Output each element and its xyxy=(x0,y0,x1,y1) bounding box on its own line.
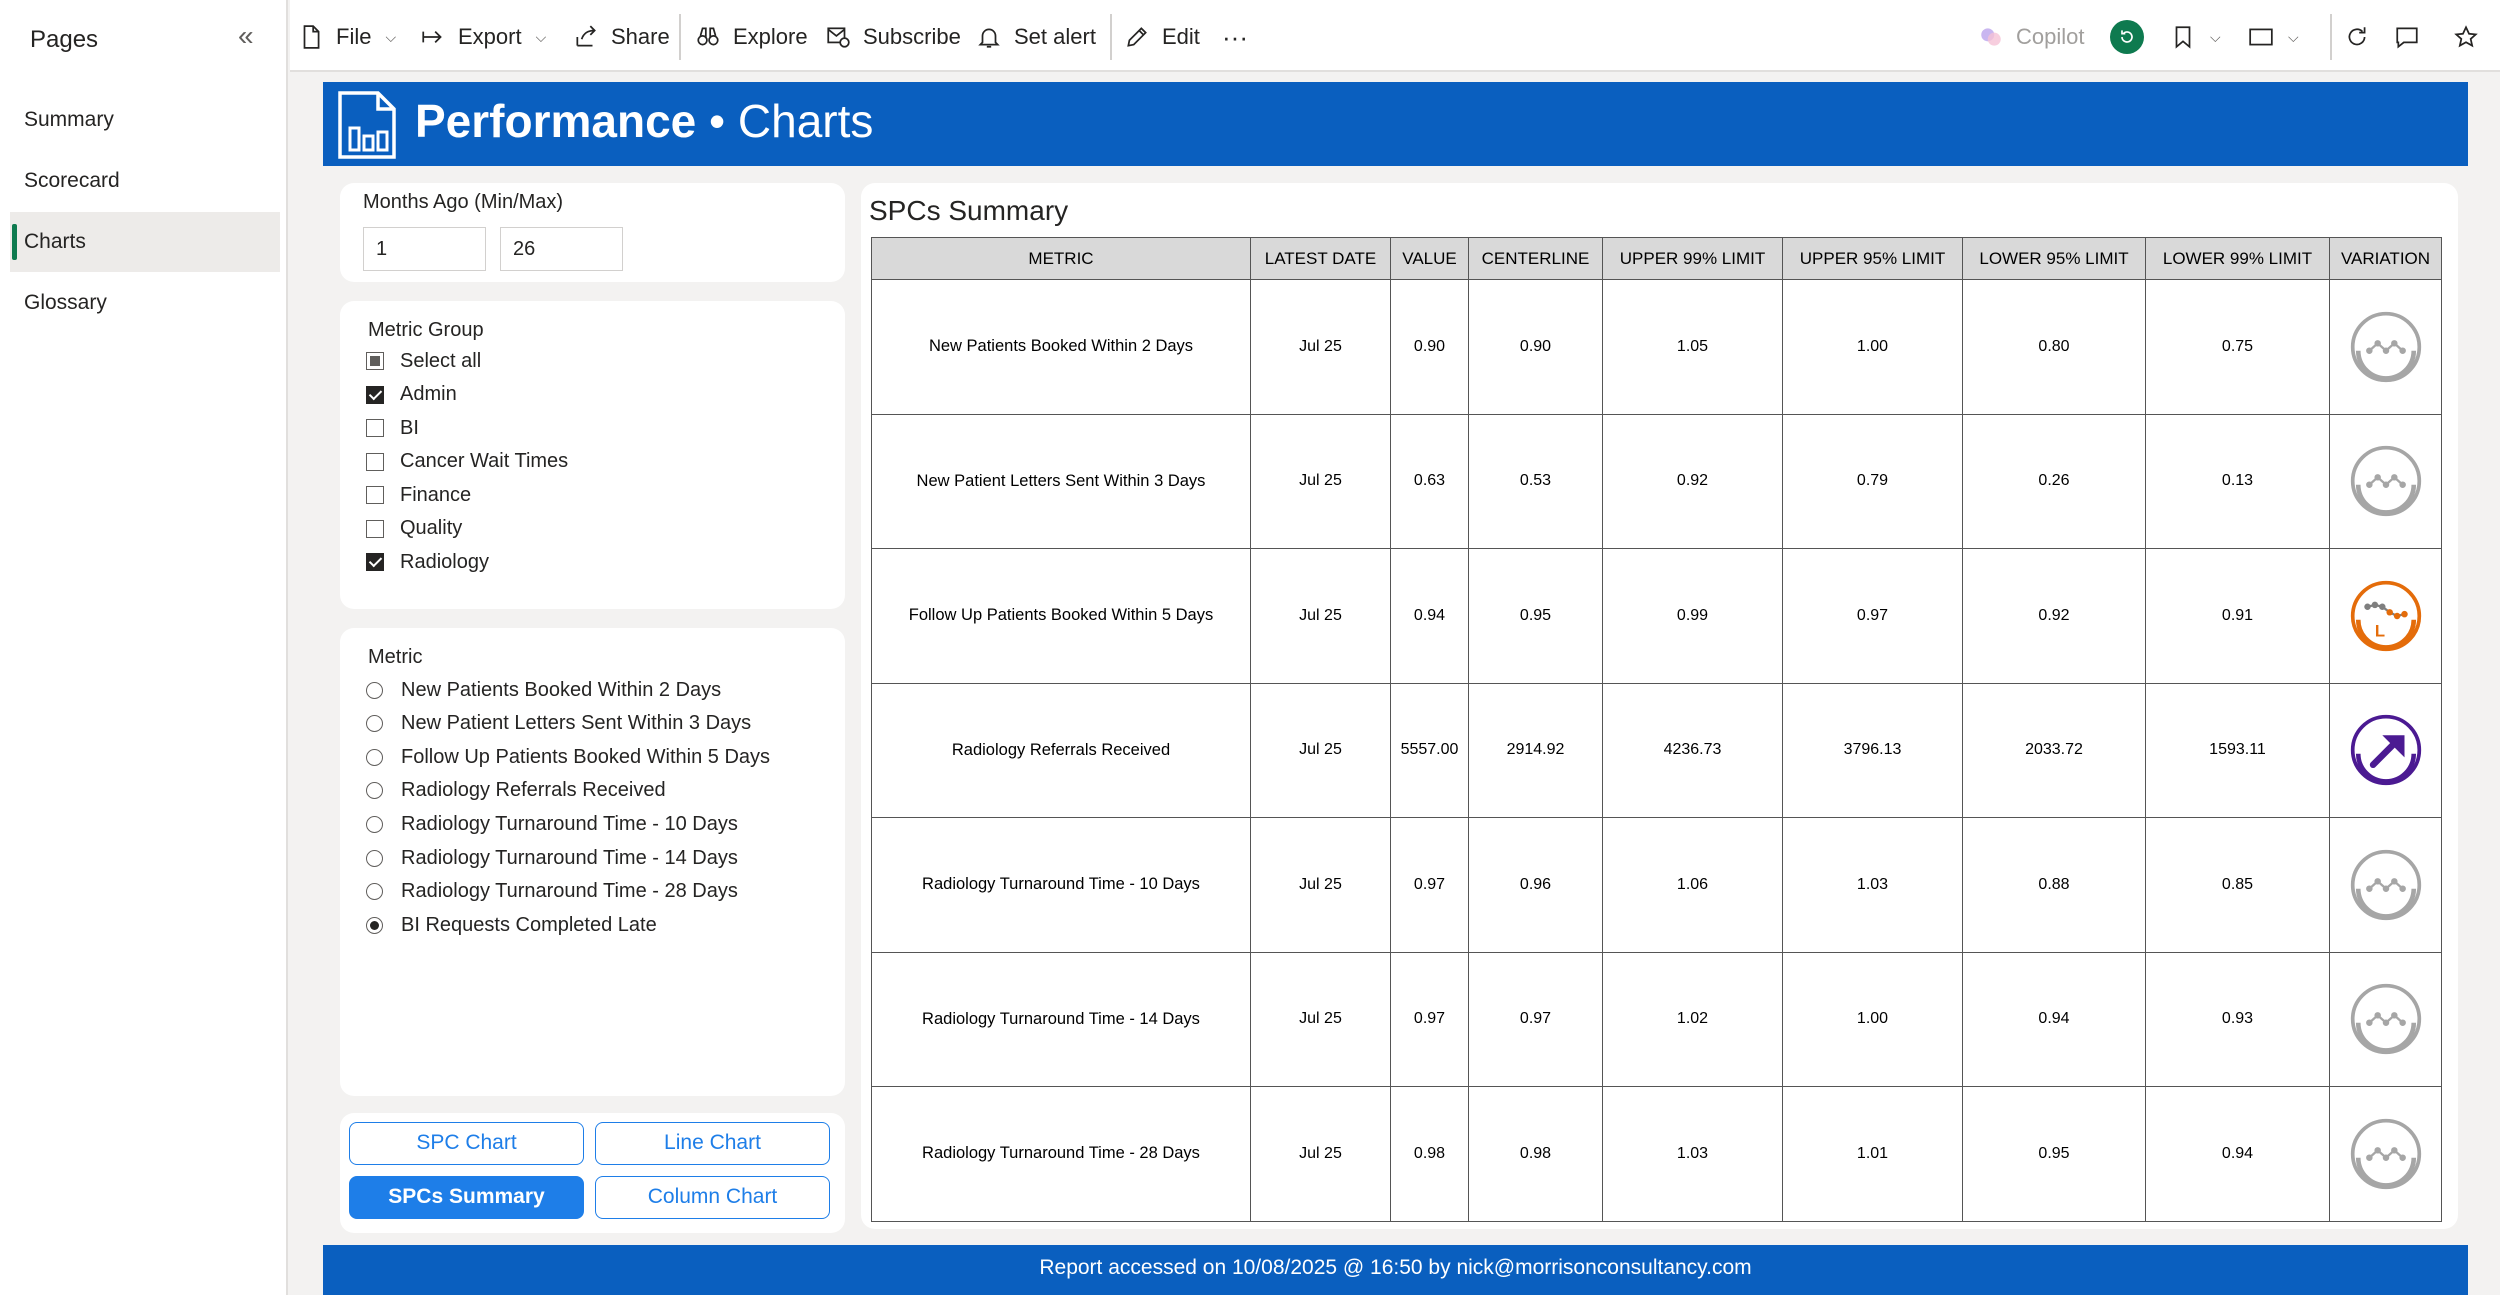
variation-common-cause-icon xyxy=(2330,310,2441,384)
cell-value: 0.97 xyxy=(1391,818,1469,953)
cell-value: 5557.00 xyxy=(1391,683,1469,818)
column-header[interactable]: CENTERLINE xyxy=(1469,238,1603,280)
report-canvas xyxy=(323,82,2468,1295)
toolbar-divider xyxy=(2330,14,2332,60)
cell-u99: 1.02 xyxy=(1603,952,1783,1087)
checkbox-icon[interactable] xyxy=(366,553,384,571)
cell-l95: 0.95 xyxy=(1963,1087,2146,1222)
spcs-summary-button[interactable]: SPCs Summary xyxy=(349,1176,584,1219)
spcs-summary-title: SPCs Summary xyxy=(869,195,1069,226)
cell-value: 0.97 xyxy=(1391,952,1469,1087)
cell-latest-date: Jul 25 xyxy=(1251,414,1391,549)
spcs-summary-visual xyxy=(861,183,2458,1229)
metric-option[interactable] xyxy=(366,909,657,941)
radio-button-icon[interactable] xyxy=(366,816,383,833)
metric-group-option-label: Radiology xyxy=(400,550,489,573)
report-title-bold: Performance xyxy=(415,95,697,147)
metric-option-label: Radiology Referrals Received xyxy=(401,779,666,802)
column-header[interactable]: LOWER 95% LIMIT xyxy=(1963,238,2146,280)
file-label: File xyxy=(336,24,372,49)
checkbox-icon[interactable] xyxy=(366,352,384,370)
export-label: Export xyxy=(458,24,522,49)
cell-u99: 0.92 xyxy=(1603,414,1783,549)
cell-u99: 4236.73 xyxy=(1603,683,1783,818)
copilot-icon xyxy=(1978,24,2004,50)
cell-u99: 1.03 xyxy=(1603,1087,1783,1222)
chevron-down-icon: ⌵ xyxy=(2288,28,2299,45)
report-banner xyxy=(323,82,2468,166)
cell-value: 0.94 xyxy=(1391,549,1469,684)
cell-l95: 2033.72 xyxy=(1963,683,2146,818)
column-header[interactable]: VALUE xyxy=(1391,238,1469,280)
cell-u95: 1.00 xyxy=(1783,952,1963,1087)
star-icon xyxy=(2453,24,2479,50)
metric-group-option[interactable] xyxy=(366,379,457,411)
column-chart-button[interactable]: Column Chart xyxy=(595,1176,830,1219)
column-header[interactable]: UPPER 99% LIMIT xyxy=(1603,238,1783,280)
share-icon xyxy=(573,24,599,50)
subscribe-button[interactable] xyxy=(825,20,961,54)
column-header[interactable]: METRIC xyxy=(872,238,1251,280)
radio-button-icon[interactable] xyxy=(366,782,383,799)
variation-special-cause-low-icon xyxy=(2330,579,2441,653)
export-menu[interactable] xyxy=(420,20,546,54)
metric-option-label: BI Requests Completed Late xyxy=(401,913,657,936)
cell-u99: 1.05 xyxy=(1603,280,1783,415)
metric-group-option-label: Quality xyxy=(400,517,463,539)
cell-value: 0.63 xyxy=(1391,414,1469,549)
cell-metric: Radiology Turnaround Time - 28 Days xyxy=(872,1087,1251,1222)
cell-latest-date: Jul 25 xyxy=(1251,1087,1391,1222)
cell-centerline: 0.90 xyxy=(1469,280,1603,415)
column-header[interactable]: UPPER 95% LIMIT xyxy=(1783,238,1963,280)
months-ago-title: Months Ago (Min/Max) xyxy=(363,191,564,213)
metric-group-option[interactable] xyxy=(366,546,489,578)
pencil-icon xyxy=(1124,24,1150,50)
cell-u95: 3796.13 xyxy=(1783,683,1963,818)
table-row[interactable] xyxy=(872,952,2442,1087)
cell-centerline: 0.53 xyxy=(1469,414,1603,549)
cell-l99: 0.93 xyxy=(2146,952,2330,1087)
metric-slicer xyxy=(340,628,845,1096)
metric-group-option[interactable] xyxy=(366,446,568,478)
cell-u99: 1.06 xyxy=(1603,818,1783,953)
cell-metric: New Patients Booked Within 2 Days xyxy=(872,280,1251,415)
column-header[interactable]: VARIATION xyxy=(2330,238,2442,280)
metric-option-label: Radiology Turnaround Time - 10 Days xyxy=(401,812,738,835)
cell-latest-date: Jul 25 xyxy=(1251,280,1391,415)
metric-option[interactable] xyxy=(366,842,738,874)
report-footer: Report accessed on 10/08/2025 @ 16:50 by nick@morrisonconsultancy.com xyxy=(323,1245,2468,1295)
metric-option-label: Follow Up Patients Booked Within 5 Days xyxy=(401,745,771,768)
table-row[interactable] xyxy=(872,280,2442,415)
sync-icon xyxy=(2110,20,2144,54)
cell-u95: 0.97 xyxy=(1783,549,1963,684)
explore-label: Explore xyxy=(733,24,808,49)
cell-l95: 0.26 xyxy=(1963,414,2146,549)
radio-button-icon[interactable] xyxy=(366,917,383,934)
cell-centerline: 0.98 xyxy=(1469,1087,1603,1222)
cell-metric: Radiology Turnaround Time - 10 Days xyxy=(872,818,1251,953)
metric-option[interactable] xyxy=(366,775,666,807)
report-title-rest: • Charts xyxy=(696,95,874,147)
cell-variation xyxy=(2330,1087,2442,1222)
checkbox-icon[interactable] xyxy=(366,486,384,504)
radio-button-icon[interactable] xyxy=(366,715,383,732)
cell-variation xyxy=(2330,818,2442,953)
edit-button[interactable] xyxy=(1124,20,1200,54)
svg-text:L: L xyxy=(2374,621,2385,641)
pages-title: Pages xyxy=(30,26,99,53)
bell-icon xyxy=(976,24,1002,50)
cell-variation xyxy=(2330,280,2442,415)
view-button[interactable] xyxy=(2248,20,2299,54)
column-header[interactable]: LATEST DATE xyxy=(1251,238,1391,280)
months-max-input[interactable]: 26 xyxy=(500,227,623,271)
view-buttons-panel xyxy=(340,1113,845,1233)
metric-group-option[interactable] xyxy=(366,345,481,377)
cell-variation xyxy=(2330,683,2442,818)
toolbar xyxy=(290,0,2500,72)
chevron-down-icon: ⌵ xyxy=(535,28,547,45)
bookmark-icon xyxy=(2170,24,2196,50)
cell-u95: 1.00 xyxy=(1783,280,1963,415)
metric-group-option[interactable] xyxy=(366,513,462,545)
table-row[interactable] xyxy=(872,1087,2442,1222)
cell-u95: 1.01 xyxy=(1783,1087,1963,1222)
cell-centerline: 0.96 xyxy=(1469,818,1603,953)
cell-latest-date: Jul 25 xyxy=(1251,683,1391,818)
file-menu[interactable] xyxy=(298,20,396,54)
radio-button-icon[interactable] xyxy=(366,682,383,699)
table-row[interactable] xyxy=(872,683,2442,818)
favorite-button[interactable] xyxy=(2453,20,2491,54)
metric-group-option-label: Finance xyxy=(400,483,472,506)
refresh-sync-button[interactable] xyxy=(2110,20,2144,54)
nav-item-scorecard[interactable]: Scorecard xyxy=(24,169,120,192)
chevron-down-icon: ⌵ xyxy=(2210,28,2221,45)
more-options-button[interactable]: ··· xyxy=(1222,21,1248,52)
copilot-button[interactable] xyxy=(1978,20,2084,54)
cell-value: 0.90 xyxy=(1391,280,1469,415)
metric-option[interactable] xyxy=(366,708,751,740)
report-title xyxy=(415,94,873,148)
checkbox-icon[interactable] xyxy=(366,386,384,404)
nav-item-summary[interactable]: Summary xyxy=(24,108,114,131)
cell-latest-date: Jul 25 xyxy=(1251,952,1391,1087)
cell-u99: 0.99 xyxy=(1603,549,1783,684)
double-chevron-left-icon[interactable]: « xyxy=(238,20,254,51)
cell-l95: 0.92 xyxy=(1963,549,2146,684)
cell-l95: 0.94 xyxy=(1963,952,2146,1087)
report-logo-icon xyxy=(337,90,397,160)
spc-chart-button[interactable]: SPC Chart xyxy=(349,1122,584,1165)
metric-group-option-label: Admin xyxy=(400,383,457,405)
metric-group-option[interactable] xyxy=(366,479,471,511)
cell-metric: Radiology Turnaround Time - 14 Days xyxy=(872,952,1251,1087)
cell-latest-date: Jul 25 xyxy=(1251,549,1391,684)
bookmark-button[interactable] xyxy=(2170,20,2221,54)
export-icon xyxy=(420,24,446,50)
comments-button[interactable] xyxy=(2394,20,2432,54)
cell-centerline: 2914.92 xyxy=(1469,683,1603,818)
cell-variation xyxy=(2330,414,2442,549)
metric-option-label: Radiology Turnaround Time - 28 Days xyxy=(401,880,738,903)
refresh-icon xyxy=(2344,24,2370,50)
subscribe-icon xyxy=(825,24,851,50)
metric-group-slicer xyxy=(340,301,845,609)
metric-group-option[interactable] xyxy=(366,412,419,444)
cell-metric: Radiology Referrals Received xyxy=(872,683,1251,818)
nav-item-charts[interactable]: Charts xyxy=(10,212,280,272)
share-label: Share xyxy=(611,24,670,49)
copilot-label: Copilot xyxy=(2016,24,2085,49)
table-row[interactable] xyxy=(872,818,2442,953)
metric-group-option-label: Select all xyxy=(400,349,482,372)
set-alert-button[interactable] xyxy=(976,20,1096,54)
metric-option[interactable] xyxy=(366,741,770,773)
edit-label: Edit xyxy=(1162,24,1200,49)
toolbar-divider xyxy=(1110,14,1112,60)
cell-l99: 0.91 xyxy=(2146,549,2330,684)
cell-value: 0.98 xyxy=(1391,1087,1469,1222)
column-header[interactable]: LOWER 99% LIMIT xyxy=(2146,238,2330,280)
cell-u95: 0.79 xyxy=(1783,414,1963,549)
line-chart-button[interactable]: Line Chart xyxy=(595,1122,830,1165)
cell-l99: 0.94 xyxy=(2146,1087,2330,1222)
metric-group-option-label: Cancer Wait Times xyxy=(400,450,569,472)
variation-common-cause-icon xyxy=(2330,1117,2441,1191)
binoculars-icon xyxy=(695,24,721,50)
variation-common-cause-icon xyxy=(2330,444,2441,518)
toolbar-divider xyxy=(679,14,681,60)
cell-metric: New Patient Letters Sent Within 3 Days xyxy=(872,414,1251,549)
view-icon xyxy=(2248,24,2274,50)
metric-option[interactable] xyxy=(366,674,721,706)
table-row[interactable] xyxy=(872,549,2442,684)
cell-u95: 1.03 xyxy=(1783,818,1963,953)
cell-l95: 0.88 xyxy=(1963,818,2146,953)
cell-centerline: 0.97 xyxy=(1469,952,1603,1087)
radio-button-icon[interactable] xyxy=(366,883,383,900)
metric-option-label: New Patients Booked Within 2 Days xyxy=(401,678,722,701)
metric-option-label: New Patient Letters Sent Within 3 Days xyxy=(401,712,752,735)
cell-l99: 1593.11 xyxy=(2146,683,2330,818)
chevron-down-icon: ⌵ xyxy=(385,28,397,45)
spcs-summary-table xyxy=(871,237,2442,1222)
cell-l95: 0.80 xyxy=(1963,280,2146,415)
months-ago-slicer xyxy=(340,183,845,282)
metric-option[interactable] xyxy=(366,808,738,840)
months-min-input[interactable]: 1 xyxy=(363,227,486,271)
cell-l99: 0.75 xyxy=(2146,280,2330,415)
variation-special-cause-high-icon xyxy=(2330,713,2441,787)
cell-metric: Follow Up Patients Booked Within 5 Days xyxy=(872,549,1251,684)
metric-option[interactable] xyxy=(366,876,738,908)
cell-variation xyxy=(2330,952,2442,1087)
reset-button[interactable] xyxy=(2344,20,2382,54)
radio-button-icon[interactable] xyxy=(366,850,383,867)
file-icon xyxy=(298,24,324,50)
metric-group-option-label: BI xyxy=(400,416,419,439)
checkbox-icon[interactable] xyxy=(366,453,384,471)
metric-title: Metric xyxy=(368,646,423,668)
cell-l99: 0.13 xyxy=(2146,414,2330,549)
nav-item-glossary[interactable]: Glossary xyxy=(24,291,107,314)
cell-centerline: 0.95 xyxy=(1469,549,1603,684)
checkbox-icon[interactable] xyxy=(366,520,384,538)
cell-l99: 0.85 xyxy=(2146,818,2330,953)
cell-latest-date: Jul 25 xyxy=(1251,818,1391,953)
comment-icon xyxy=(2394,24,2420,50)
variation-common-cause-icon xyxy=(2330,848,2441,922)
set-alert-label: Set alert xyxy=(1014,24,1096,49)
variation-common-cause-icon xyxy=(2330,982,2441,1056)
table-row[interactable] xyxy=(872,414,2442,549)
metric-group-title: Metric Group xyxy=(368,319,484,341)
radio-button-icon[interactable] xyxy=(366,749,383,766)
checkbox-icon[interactable] xyxy=(366,419,384,437)
cell-variation xyxy=(2330,549,2442,684)
metric-option-label: Radiology Turnaround Time - 14 Days xyxy=(401,846,738,869)
subscribe-label: Subscribe xyxy=(863,24,961,49)
pages-pane xyxy=(0,0,288,1295)
share-button[interactable] xyxy=(573,20,670,54)
explore-button[interactable] xyxy=(695,20,808,54)
